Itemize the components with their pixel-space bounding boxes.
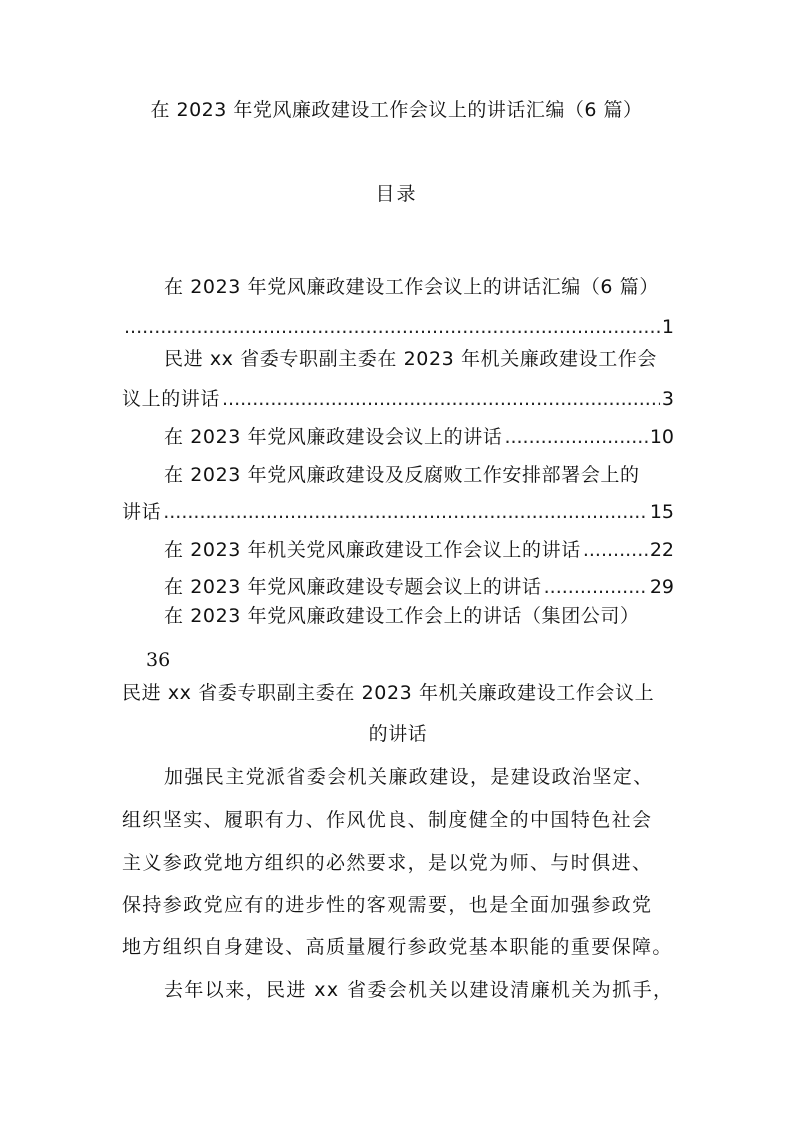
body-text-line: 组织坚实、履职有力、作风优良、制度健全的中国特色社会 [122,809,653,831]
toc-entry-7-page[interactable]: 36 [146,649,171,671]
body-text-line: 主义参政党地方组织的必然要求，是以党为师、与时俱进、 [122,852,653,874]
toc-entry-4-text[interactable]: 在 2023 年党风廉政建设及反腐败工作安排部署会上的 [164,464,640,486]
body-text-line: 去年以来，民进 xx 省委会机关以建设清廉机关为抓手， [164,979,674,1001]
toc-entry-6[interactable] [122,573,674,601]
speech-title-line2: 的讲话 [368,723,428,745]
body-text-line: 保持参政党应有的进步性的客观需要，也是全面加强参政党 [122,894,653,916]
toc-entry-4-leader[interactable] [122,498,674,526]
toc-entry-4-page: 15 [649,501,674,523]
toc-entry-2-leader[interactable] [122,385,674,413]
speech-title-line1: 民进 xx 省委专职副主委在 2023 年机关廉政建设工作会议上 [122,682,655,704]
toc-entry-5-text: 在 2023 年机关党风廉政建设工作会议上的讲话 [164,539,581,561]
body-text-line: 加强民主党派省委会机关廉政建设，是建设政治坚定、 [164,766,654,788]
toc-dot-leader [222,385,660,413]
toc-entry-1-leader[interactable] [122,313,674,341]
toc-entry-5[interactable] [122,536,674,564]
toc-dot-leader [504,423,647,451]
toc-entry-3-page: 10 [649,426,674,448]
toc-entry-6-text: 在 2023 年党风廉政建设专题会议上的讲话 [164,576,542,598]
toc-entry-6-page: 29 [649,576,674,598]
toc-dot-leader [544,573,648,601]
toc-entry-2-text[interactable]: 民进 xx 省委专职副主委在 2023 年机关廉政建设工作会 [164,348,658,370]
body-text-line: 地方组织自身建设、高质量履行参政党基本职能的重要保障。 [122,936,673,958]
toc-dot-leader [583,536,648,564]
toc-entry-5-page: 22 [649,539,674,561]
toc-entry-2-page: 3 [661,388,674,410]
toc-heading: 目录 [375,183,418,205]
toc-entry-2-line2: 议上的讲话 [122,388,221,410]
toc-entry-4-line2: 讲话 [122,501,162,523]
toc-entry-1-text[interactable]: 在 2023 年党风廉政建设工作会议上的讲话汇编（6 篇） [164,276,659,298]
toc-entry-7-text[interactable]: 在 2023 年党风廉政建设工作会上的讲话（集团公司） [164,605,640,627]
toc-dot-leader [124,313,660,341]
toc-entry-1-page: 1 [661,316,674,338]
toc-entry-3-text: 在 2023 年党风廉政建设会议上的讲话 [164,426,503,448]
toc-dot-leader [163,498,648,526]
toc-entry-3[interactable] [122,423,674,451]
document-title: 在 2023 年党风廉政建设工作会议上的讲话汇编（6 篇） [150,99,643,121]
